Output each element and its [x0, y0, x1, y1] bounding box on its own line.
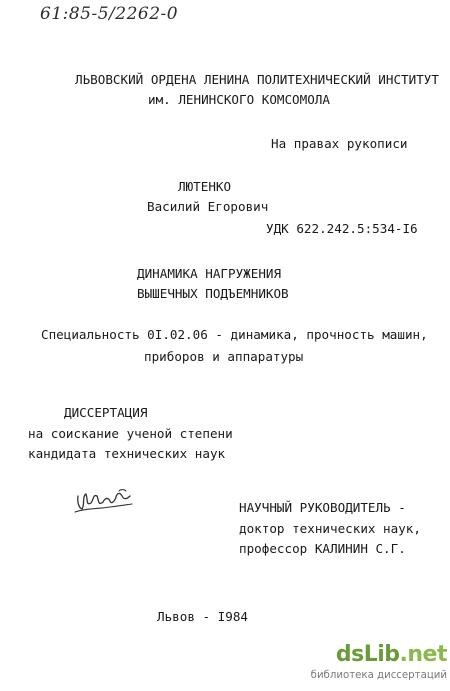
specialty-line2: приборов и аппаратуры	[144, 349, 304, 364]
institute-name-line2: им. ЛЕНИНСКОГО КОМСОМОЛА	[148, 92, 330, 107]
author-given-names: Василий Егорович	[147, 199, 269, 214]
dslib-subtitle: библиотека диссертаций	[310, 670, 447, 681]
udk-code: УДК 622.242.5:534-I6	[266, 221, 418, 236]
specialty-line1: Специальность 0I.02.06 - динамика, прочность машин,	[41, 327, 428, 342]
handwritten-signature	[72, 487, 134, 517]
dissertation-degree-line1: на соискание ученой степени	[28, 426, 233, 441]
dslib-watermark	[310, 642, 450, 688]
advisor-heading: НАУЧНЫЙ РУКОВОДИТЕЛЬ -	[239, 500, 406, 515]
title-line1: ДИНАМИКА НАГРУЖЕНИЯ	[137, 266, 282, 281]
advisor-name: профессор КАЛИНИН С.Г.	[239, 541, 406, 556]
dissertation-degree-line2: кандидата технических наук	[28, 446, 226, 461]
advisor-degree: доктор технических наук,	[239, 521, 421, 536]
dslib-logo	[336, 642, 447, 667]
archive-handwritten-mark: 61:85-5/2262-0	[40, 4, 179, 24]
dissertation-heading: ДИССЕРТАЦИЯ	[64, 405, 148, 420]
title-line2: ВЫШЕЧНЫХ ПОДЪЕМНИКОВ	[137, 286, 289, 301]
institute-name-line1: ЛЬВОВСКИЙ ОРДЕНА ЛЕНИНА ПОЛИТЕХНИЧЕСКИЙ ИНСТИТУТ	[75, 72, 439, 87]
manuscript-rights-note: На правах рукописи	[271, 136, 408, 151]
dslib-logo-part2: .net	[399, 642, 447, 667]
dslib-logo-part1: dsLib	[335, 642, 400, 667]
author-surname: ЛЮТЕНКО	[178, 179, 232, 194]
place-and-year: Львов - I984	[157, 609, 248, 624]
